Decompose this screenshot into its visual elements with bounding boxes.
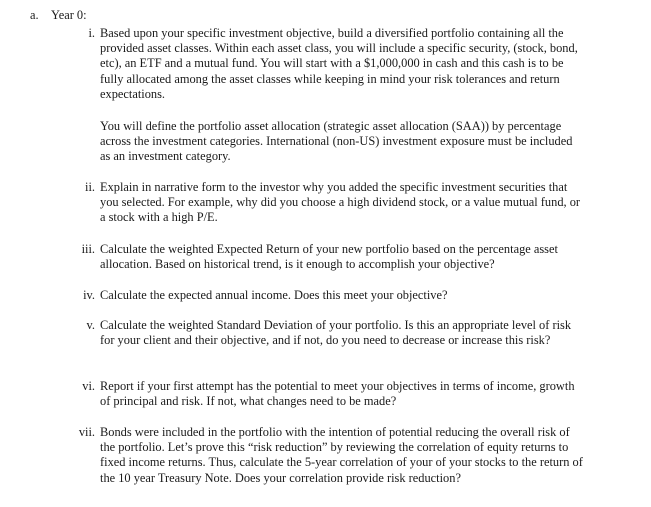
list-item-paragraph: Calculate the expected annual income. Does this meet your objective? [100,288,448,302]
list-item-text [100,26,585,102]
list-item-text [100,119,585,165]
list-item-paragraph: Explain in narrative form to the investor why you added the specific investment securities that you selected. For example, why did you choose a high dividend stock, or a value mutual fund, or a stock with a high P/E. [100,180,581,225]
list-item-paragraph: Bonds were included in the portfolio with the intention of potential reducing the overall risk of the portfolio. Let’s prove this “risk reduction” by reviewing the correlation of equity returns to fixed income returns. Thus, calculate the 5-year correlation of your of your stocks to the return of the 10 year Treasury Note. Does your correlation provide risk reduction? [100,425,583,485]
list-item-text [100,288,585,303]
list-item-paragraph: Calculate the weighted Standard Deviation of your portfolio. Is this an appropriate level of risk for your client and their objective, and if not, do you need to decrease or increase this risk? [100,318,572,348]
list-item-numeral: vi. [82,379,95,393]
list-item-numeral: iii. [81,242,95,256]
section-label: a. [30,8,39,22]
list-item-numeral: v. [86,318,95,332]
list-item-text [100,180,585,226]
list-item-paragraph: You will define the portfolio asset allocation (strategic asset allocation (SAA)) by percentage across the investment categories. International (non-US) investment exposure must be included as an investment category. [100,119,573,164]
section-title: Year 0: [51,8,87,22]
list-item-paragraph: Based upon your specific investment objective, build a diversified portfolio containing all the provided asset classes. Within each asset class, you will include a specific security, (stock, bond, etc), an ETF and a mutual fund. You will start with a $1,000,000 in cash and this cash is to be fully allocated among the asset classes while keeping in mind your risk tolerances and return expectations. [100,26,578,101]
list-item-numeral: i. [88,26,95,40]
list-item-numeral: ii. [85,180,95,194]
list-item-paragraph: Calculate the weighted Expected Return of your new portfolio based on the percentage asset allocation. Based on historical trend, is it enough to accomplish your objective? [100,242,558,272]
list-item-text [100,425,585,486]
list-item-text [100,242,585,272]
list-item-paragraph: Report if your first attempt has the potential to meet your objectives in terms of income, growth of principal and risk. If not, what changes need to be made? [100,379,575,409]
list-item-text [100,379,585,409]
list-item-numeral: vii. [78,425,95,439]
list-item-text [100,318,585,348]
list-item-numeral: iv. [83,288,95,302]
